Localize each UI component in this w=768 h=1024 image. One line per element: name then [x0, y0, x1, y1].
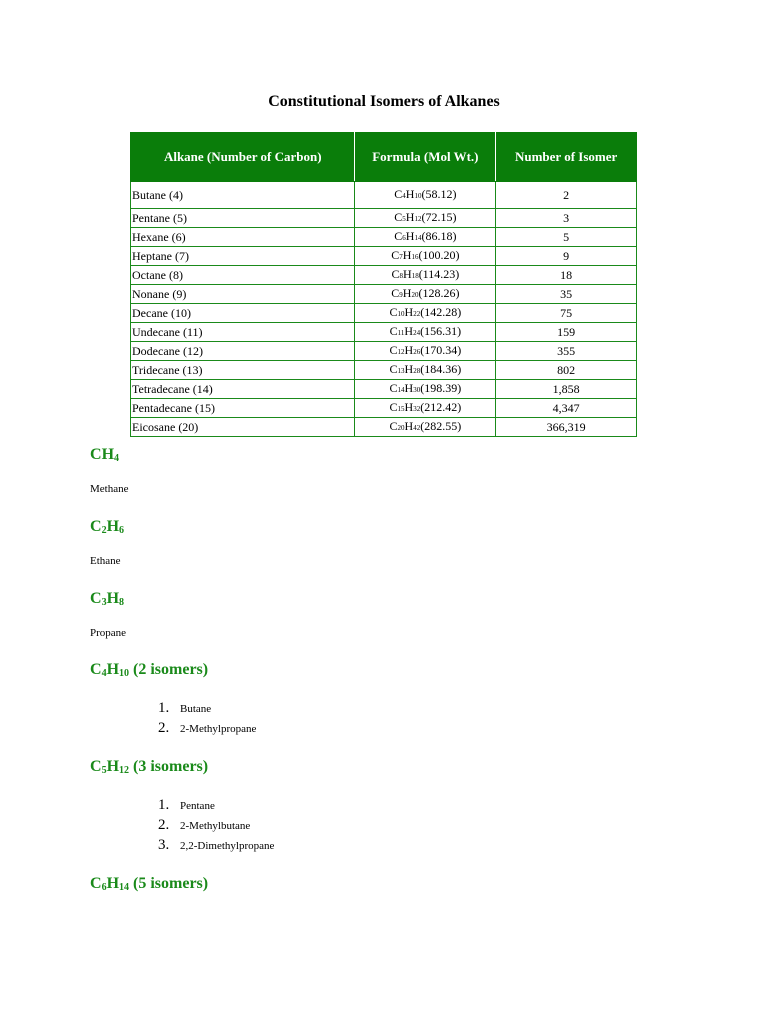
alkane-cell: Tetradecane (14)	[131, 380, 355, 399]
alkane-cell: Hexane (6)	[131, 228, 355, 247]
isomer-list	[158, 698, 458, 738]
alkane-cell: Decane (10)	[131, 304, 355, 323]
header-formula: Formula (Mol Wt.)	[355, 133, 496, 182]
table-header-row	[131, 133, 637, 182]
formula-cell: C5H12(72.15)	[355, 209, 496, 228]
section-heading: $C_4H_{10}$ (2 isomers)	[90, 661, 209, 679]
formula-cell: C8H18(114.23)	[355, 266, 496, 285]
alkane-isomer-table	[130, 132, 637, 437]
section-heading: $C_2H_6$	[90, 518, 125, 536]
formula-cell: C7H16(100.20)	[355, 247, 496, 266]
table-row	[131, 418, 637, 437]
isomer-count-cell: 366,319	[496, 418, 637, 437]
table-row	[131, 228, 637, 247]
alkane-cell: Tridecane (13)	[131, 361, 355, 380]
document-title: Constitutional Isomers of Alkanes	[268, 93, 500, 110]
table-row	[131, 285, 637, 304]
formula-cell: C10H22(142.28)	[355, 304, 496, 323]
formula-cell: C9H20(128.26)	[355, 285, 496, 304]
formula-cell: C14H30(198.39)	[355, 380, 496, 399]
table-row	[131, 399, 637, 418]
table-row	[131, 209, 637, 228]
section-c4h10	[90, 660, 257, 736]
table-row	[131, 380, 637, 399]
isomer-count-cell: 18	[496, 266, 637, 285]
alkane-cell: Heptane (7)	[131, 247, 355, 266]
header-isomer-count: Number of Isomer	[496, 133, 637, 182]
list-item: 3. 2,2-Dimethylpropane	[158, 837, 275, 853]
formula-cell: C15H32(212.42)	[355, 399, 496, 418]
formula-cell: C4H10(58.12)	[355, 182, 496, 209]
alkane-cell: Pentadecane (15)	[131, 399, 355, 418]
isomer-count-cell: 9	[496, 247, 637, 266]
alkane-cell: Dodecane (12)	[131, 342, 355, 361]
list-item: 2. 2-Methylpropane	[158, 720, 257, 736]
section-heading: $C_3H_8$	[90, 590, 125, 608]
isomer-count-cell: 75	[496, 304, 637, 323]
section-c5h12	[90, 757, 275, 853]
formula-cell: C12H26(170.34)	[355, 342, 496, 361]
alkane-cell: Pentane (5)	[131, 209, 355, 228]
isomer-count-cell: 5	[496, 228, 637, 247]
table-row	[131, 342, 637, 361]
table-body	[131, 182, 637, 437]
isomer-list	[158, 795, 458, 855]
formula-cell: C6H14(86.18)	[355, 228, 496, 247]
formula-cell: C13H28(184.36)	[355, 361, 496, 380]
compound-name: Propane	[90, 627, 127, 639]
list-item: 1. Pentane	[158, 797, 215, 813]
section-c3h8	[90, 589, 127, 639]
isomer-count-cell: 1,858	[496, 380, 637, 399]
isomer-count-cell: 2	[496, 182, 637, 209]
alkane-cell: Eicosane (20)	[131, 418, 355, 437]
section-heading: $C_6H_{14}$ (5 isomers)	[90, 875, 209, 893]
section-heading: $C_5H_{12}$ (3 isomers)	[90, 758, 209, 776]
isomer-count-cell: 802	[496, 361, 637, 380]
isomer-count-cell: 4,347	[496, 399, 637, 418]
section-c2h6	[90, 517, 125, 567]
table-row	[131, 361, 637, 380]
formula-cell: C11H24(156.31)	[355, 323, 496, 342]
section-heading: $CH_4$	[90, 446, 120, 464]
isomer-count-cell: 159	[496, 323, 637, 342]
formula-cell: C20H42(282.55)	[355, 418, 496, 437]
section-ch4	[90, 445, 129, 495]
isomer-count-cell: 3	[496, 209, 637, 228]
table-row	[131, 304, 637, 323]
list-item: 2. 2-Methylbutane	[158, 817, 251, 833]
alkane-cell: Nonane (9)	[131, 285, 355, 304]
alkane-cell: Undecane (11)	[131, 323, 355, 342]
alkane-cell: Octane (8)	[131, 266, 355, 285]
section-c6h14	[90, 874, 208, 894]
header-alkane: Alkane (Number of Carbon)	[131, 133, 355, 182]
table-row	[131, 182, 637, 209]
compound-name: Ethane	[90, 555, 121, 567]
isomer-count-cell: 35	[496, 285, 637, 304]
list-item: 1. Butane	[158, 700, 212, 716]
table-row	[131, 323, 637, 342]
table-row	[131, 247, 637, 266]
alkane-cell: Butane (4)	[131, 182, 355, 209]
compound-name: Methane	[90, 483, 129, 495]
table-row	[131, 266, 637, 285]
isomer-count-cell: 355	[496, 342, 637, 361]
